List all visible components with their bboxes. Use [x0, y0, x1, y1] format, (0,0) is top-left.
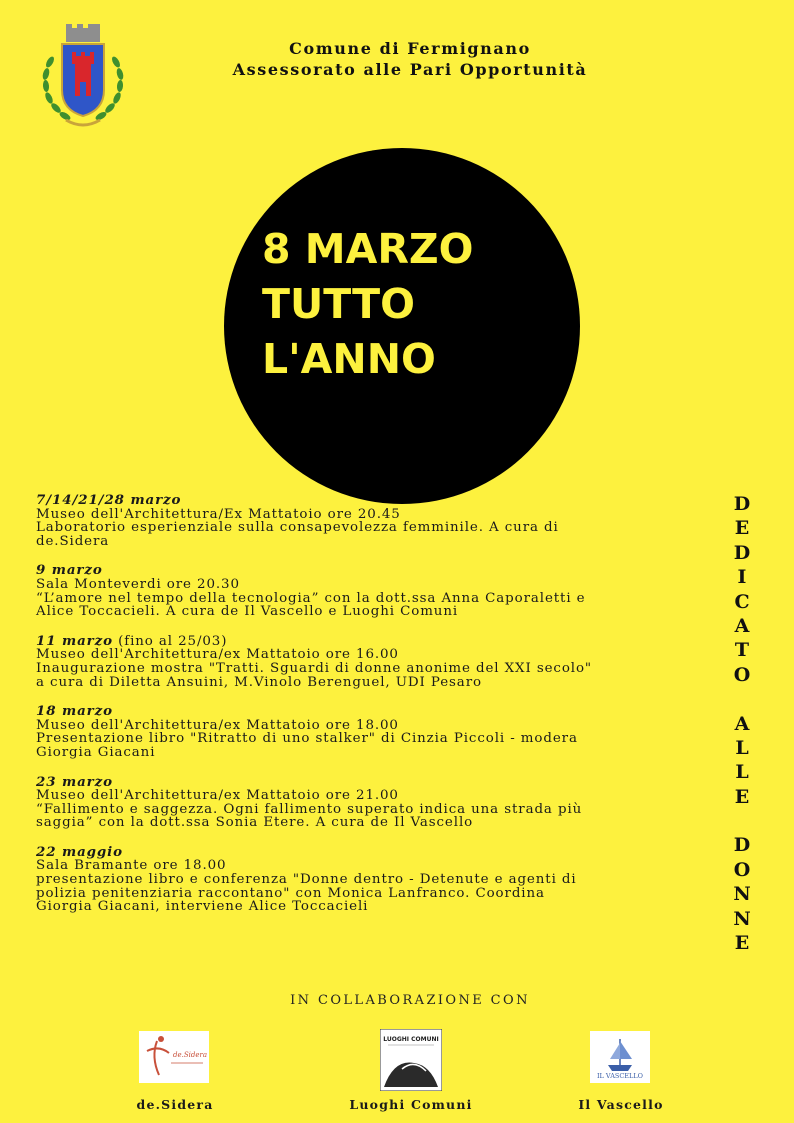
event-line: Sala Bramante ore 18.00	[36, 858, 227, 874]
event-date: 9 marzo	[36, 562, 103, 579]
event-line: Museo dell'Architettura/ex Mattatoio ore 21.00	[36, 788, 399, 804]
event-item	[36, 564, 696, 618]
vertical-slogan-letter: O	[733, 858, 751, 881]
title-line-2: TUTTO	[262, 280, 415, 328]
event-date: 22 maggio	[36, 843, 123, 860]
event-line: Museo dell'Architettura/Ex Mattatoio ore 20.45	[36, 506, 401, 522]
vertical-slogan-letter: L	[735, 761, 749, 784]
event-line: a cura di Diletta Ansuini, M.Vinolo Berenguel, UDI Pesaro	[36, 674, 482, 690]
event-date: 11 marzo	[36, 632, 113, 649]
vertical-slogan-letter: C	[734, 590, 750, 613]
event-line: polizia penitenziaria raccontano" con Monica Lanfranco. Coordina	[36, 885, 545, 901]
vertical-slogan-letter: E	[734, 932, 750, 955]
partner-name-il-vascello: Il Vascello	[578, 1097, 664, 1112]
event-line: Presentazione libro "Ritratto di uno stalker" di Cinzia Piccoli - modera	[36, 731, 578, 747]
event-line: presentazione libro e conferenza "Donne dentro - Detenute e agenti di	[36, 872, 577, 888]
partner-name-desidera: de.Sidera	[136, 1097, 214, 1112]
event-date: 18 marzo	[36, 703, 113, 720]
event-item	[36, 843, 696, 915]
event-line: Giorgia Giacani	[36, 744, 156, 760]
event-line: de.Sidera	[36, 533, 110, 549]
event-item	[36, 632, 696, 690]
event-line: Giorgia Giacani, interviene Alice Toccacieli	[36, 899, 369, 915]
event-line: Alice Toccacieli. A cura de Il Vascello e Luoghi Comuni	[36, 604, 459, 620]
municipality-title: Comune di Fermignano	[289, 39, 531, 58]
event-item	[36, 705, 696, 759]
vertical-slogan-letter	[727, 687, 757, 711]
vertical-slogan-letter: N	[733, 907, 751, 930]
event-line: Inaugurazione mostra "Tratti. Sguardi di donne anonime del XXI secolo"	[36, 660, 592, 676]
svg-text:de.Sidera: de.Sidera	[173, 1051, 208, 1059]
events-list	[36, 494, 696, 930]
department-title: Assessorato alle Pari Opportunità	[232, 60, 588, 79]
svg-text:IL VASCELLO: IL VASCELLO	[596, 1072, 644, 1080]
event-line: “L’amore nel tempo della tecnologia” con la dott.ssa Anna Caporaletti e	[36, 590, 586, 606]
event-date-note: (fino al 25/03)	[112, 633, 228, 649]
event-date: 7/14/21/28 marzo	[36, 492, 182, 508]
event-item	[36, 494, 696, 548]
partner-name-luoghi-comuni: Luoghi Comuni	[349, 1097, 473, 1112]
vertical-slogan-letter: D	[733, 541, 751, 564]
il-vascello-logo	[590, 1031, 650, 1083]
vertical-slogan-letter: L	[735, 736, 749, 759]
vertical-slogan-letter: E	[734, 785, 750, 808]
event-line: Laboratorio esperienziale sulla consapevolezza femminile. A cura di	[36, 520, 559, 536]
event-line: saggia” con la dott.ssa Sonia Etere. A cura de Il Vascello	[36, 815, 474, 831]
vertical-slogan	[727, 492, 757, 955]
vertical-slogan-letter: E	[734, 517, 750, 540]
vertical-slogan-letter: O	[733, 663, 751, 686]
collaboration-heading: IN COLLABORAZIONE CON	[290, 993, 530, 1008]
luoghi-comuni-logo	[380, 1029, 442, 1091]
event-line: Museo dell'Architettura/ex Mattatoio ore 16.00	[36, 647, 399, 663]
title-line-3: L'ANNO	[262, 335, 436, 383]
desidera-logo	[139, 1031, 209, 1083]
event-line: Sala Monteverdi ore 20.30	[36, 576, 240, 592]
vertical-slogan-letter: I	[737, 566, 747, 589]
vertical-slogan-letter: D	[733, 834, 751, 857]
event-title	[262, 222, 562, 387]
coat-of-arms-logo	[36, 22, 130, 134]
event-line: “Fallimento e saggezza. Ogni fallimento superato indica una strada più	[36, 801, 583, 817]
title-line-1: 8 MARZO	[262, 225, 474, 273]
event-item	[36, 773, 696, 831]
svg-text:LUOGHI COMUNI: LUOGHI COMUNI	[383, 1036, 439, 1043]
vertical-slogan-letter: A	[734, 614, 750, 637]
vertical-slogan-letter: A	[734, 712, 750, 735]
vertical-slogan-letter: D	[733, 493, 751, 515]
event-line: Museo dell'Architettura/ex Mattatoio ore 18.00	[36, 717, 399, 733]
vertical-slogan-letter: T	[734, 639, 750, 662]
vertical-slogan-letter	[727, 809, 757, 833]
event-date: 23 marzo	[36, 773, 113, 790]
header	[190, 38, 630, 80]
vertical-slogan-letter: N	[733, 883, 751, 906]
